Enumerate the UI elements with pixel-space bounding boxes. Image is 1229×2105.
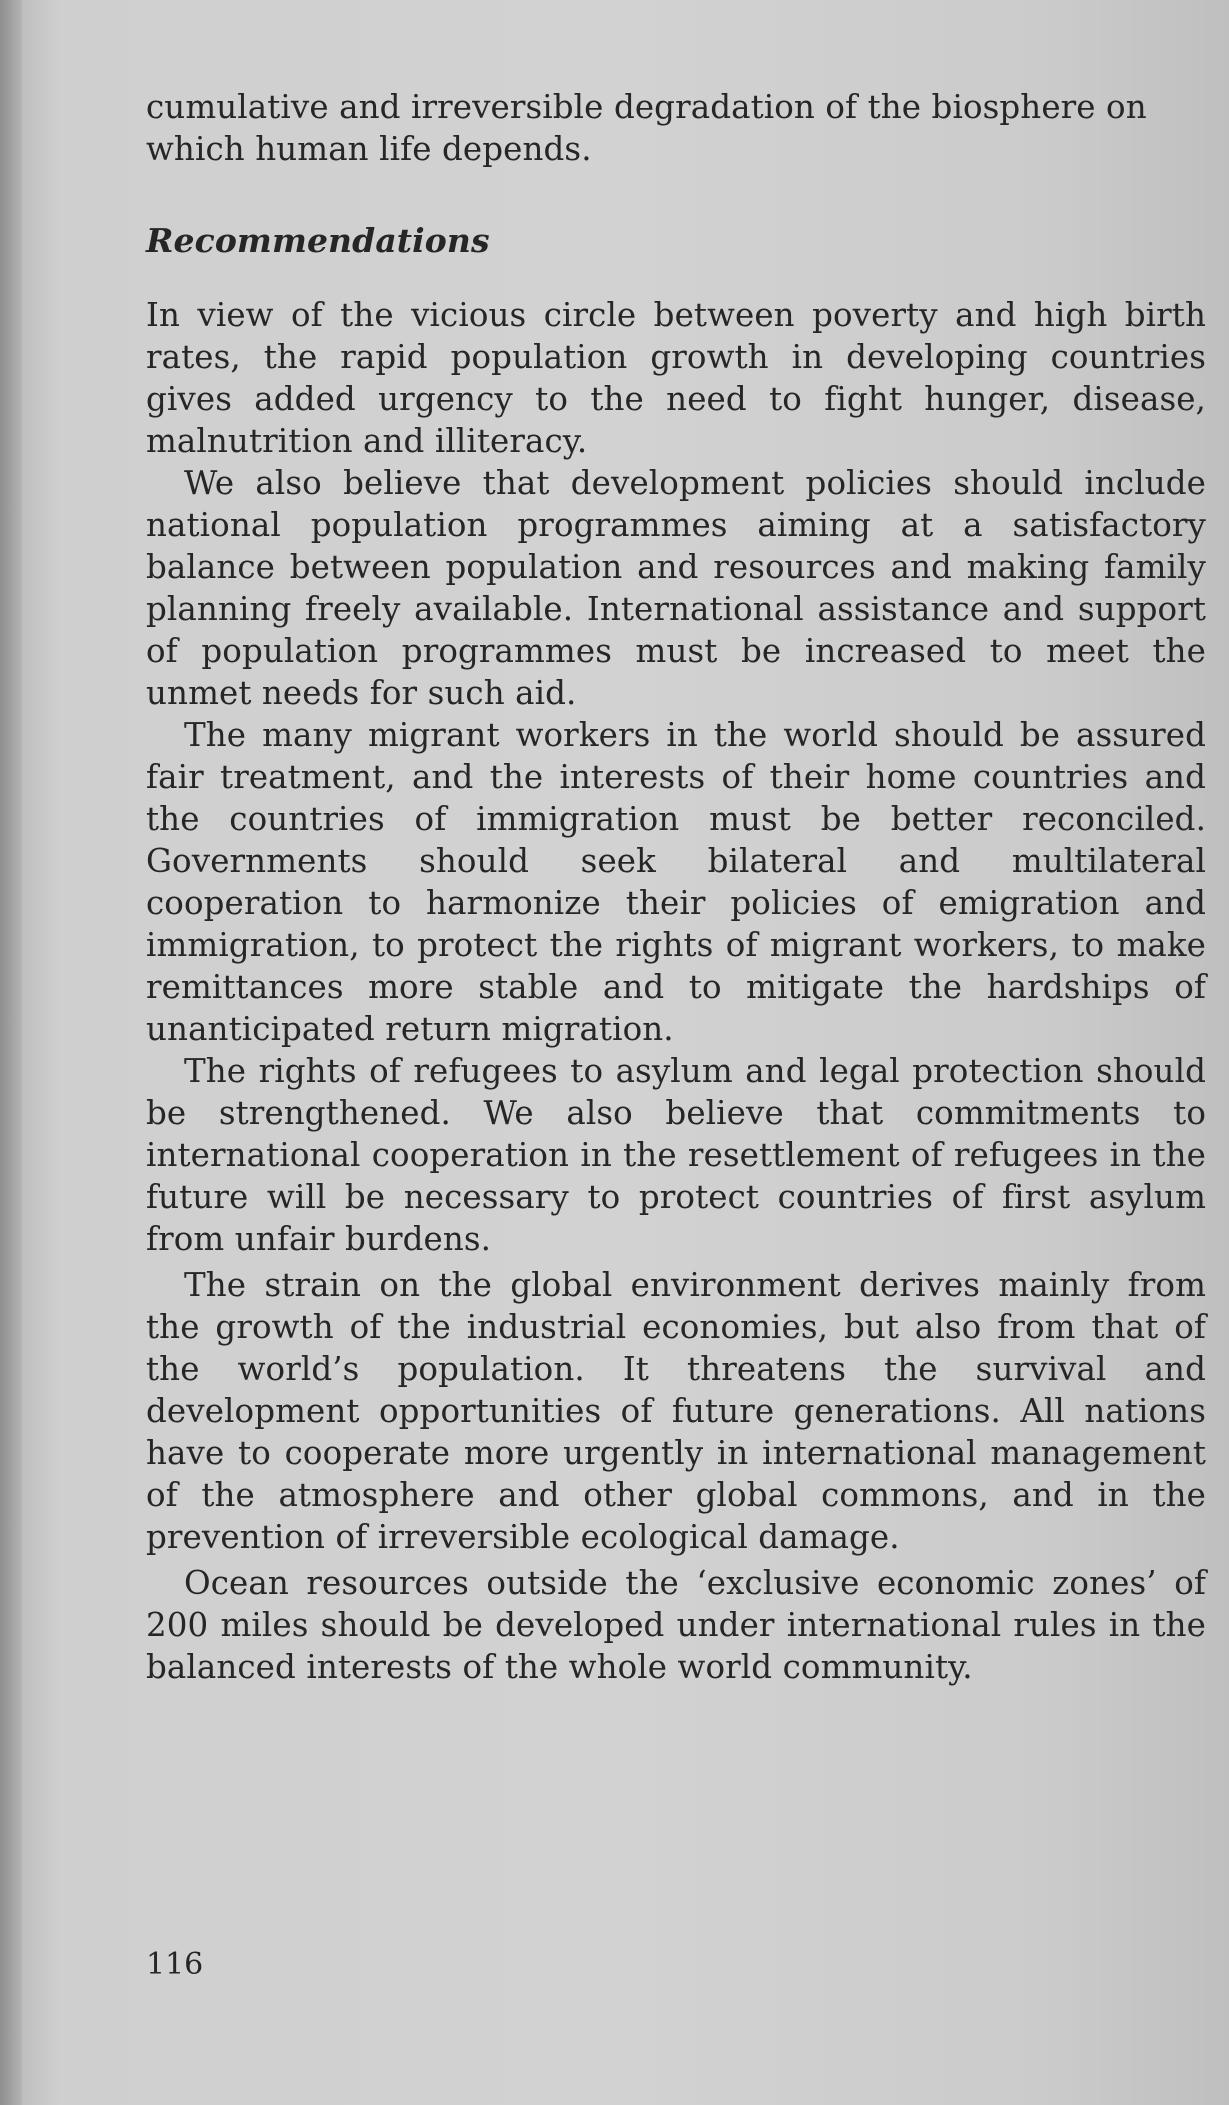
paragraph-poverty-birth-rates: In view of the vicious circle between poverty and high birth rates, the rapid population growth in developing countries gives added urgency to the need to fight hunger, disease, malnutrition and illiteracy.	[146, 296, 1206, 460]
paragraph-refugees: The rights of refugees to asylum and legal protection should be strengthened. We also believe that commitments to international cooperation in the resettlement of refugees in the future will be necessary to protect countries of first asylum from unfair burdens.	[146, 1052, 1206, 1258]
paragraph-population-programmes: We also believe that development policies should include national population programmes aiming at a satisfactory balance between population and resources and making family planning freely available. International assistance and support of population programmes must be increased to meet the unmet needs for such aid.	[146, 464, 1206, 712]
continued-paragraph: cumulative and irreversible degradation of the biosphere on which human life depends.	[146, 88, 1147, 168]
page-number: 116	[146, 1947, 204, 1982]
paragraph-ocean-resources: Ocean resources outside the ‘exclusive economic zones’ of 200 miles should be developed under international rules in the balanced interests of the whole world community.	[146, 1564, 1206, 1686]
body-text	[146, 86, 1206, 1688]
binding-edge	[0, 0, 22, 2105]
paragraph-migrant-workers: The many migrant workers in the world should be assured fair treatment, and the interests of their home countries and the countries of immigration must be better reconciled. Governments should seek bilateral and multilateral cooperation to harmonize their policies of emigration and immigration, to protect the rights of migrant workers, to make remittances more stable and to mitigate the hardships of unanticipated return migration.	[146, 716, 1206, 1048]
section-heading: Recommendations	[146, 221, 490, 260]
paragraph-global-environment: The strain on the global environment derives mainly from the growth of the industrial economies, but also from that of the world’s population. It threatens the survival and development opportunities of future generations. All nations have to cooperate more urgently in international management of the atmosphere and other global commons, and in the prevention of irreversible ecological damage.	[146, 1266, 1206, 1556]
